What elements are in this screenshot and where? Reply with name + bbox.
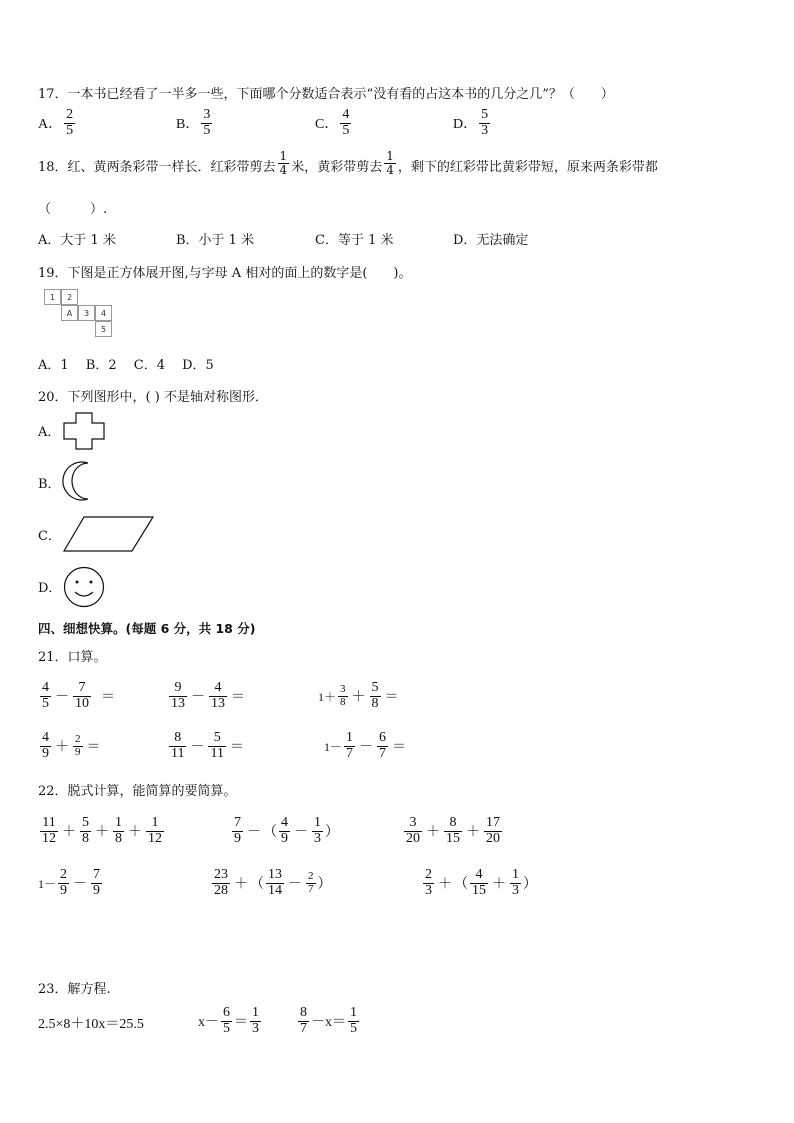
- cross-icon: [62, 411, 106, 451]
- q17-option-a[interactable]: A． $\frac{2}{5}$: [38, 107, 74, 138]
- q23-eq-2: x－ $\frac{6}{5}$ ＝ $\frac{1}{3}$: [198, 1005, 259, 1036]
- q23-eq-3: $\frac{8}{7}$ －x＝ $\frac{1}{5}$: [300, 1005, 357, 1036]
- q18-blank: （ ）.: [38, 202, 108, 217]
- crescent-icon: [60, 460, 94, 502]
- cube-cell: 3: [78, 305, 95, 321]
- parallelogram-icon: [62, 515, 156, 553]
- cube-cell: 4: [95, 305, 112, 321]
- q18-option-b[interactable]: B．小于 1 米: [176, 233, 255, 248]
- q23-stem: 23．解方程.: [38, 982, 111, 997]
- q22-expr-3: $\frac{3}{20}$ ＋ $\frac{8}{15}$ ＋ $\frac{17}{20}$: [406, 815, 500, 846]
- q17-option-c[interactable]: C． $\frac{4}{5}$: [315, 107, 350, 138]
- q21-expr-2: $\frac{9}{13}$ － $\frac{4}{13}$ ＝: [171, 680, 245, 711]
- smiley-icon: [62, 566, 106, 608]
- q21-expr-6: 1－ $\frac{1}{7}$ － $\frac{6}{7}$ ＝: [324, 730, 407, 761]
- q17-stem: 17．一本书已经看了一半多一些，下面哪个分数适合表示“没有看的占这本书的几分之几”？（ ）: [38, 87, 614, 102]
- q20-option-d[interactable]: D．: [38, 581, 62, 596]
- q21-expr-4: $\frac{4}{9}$ ＋ $\frac{2}{9}$ ＝: [42, 730, 101, 761]
- q18-option-c[interactable]: C．等于 1 米: [315, 233, 394, 248]
- q20-option-c[interactable]: C．: [38, 529, 61, 544]
- q19-options[interactable]: A．1 B．2 C．4 D．5: [38, 358, 214, 373]
- q20-option-b[interactable]: B．: [38, 477, 61, 492]
- q20-stem: 20．下列图形中，( ) 不是轴对称图形．: [38, 390, 268, 405]
- q22-expr-6: $\frac{2}{3}$ ＋ （ $\frac{4}{15}$ ＋ $\frac{1}{3}$ ）: [425, 867, 537, 898]
- q19-stem: 19．下图是正方体展开图,与字母 A 相对的面上的数字是( )。: [38, 266, 412, 281]
- q18-option-d[interactable]: D．无法确定: [453, 233, 529, 248]
- q21-expr-5: $\frac{8}{11}$ － $\frac{5}{11}$ ＝: [171, 730, 244, 761]
- cube-cell: 1: [44, 289, 61, 305]
- q22-expr-5: $\frac{23}{28}$ ＋ （ $\frac{13}{14}$ － $\frac{2}{7}$ ）: [214, 867, 332, 898]
- cube-net: [44, 289, 116, 341]
- cube-cell: 2: [61, 289, 78, 305]
- q22-stem: 22．脱式计算，能简算的要简算。: [38, 784, 237, 799]
- q21-stem: 21．口算。: [38, 650, 107, 665]
- q17-option-b[interactable]: B． $\frac{3}{5}$: [176, 107, 211, 138]
- q18-option-a[interactable]: A．大于 1 米: [38, 233, 116, 248]
- q18-stem: 18．红、黄两条彩带一样长．红彩带剪去 $\frac{1}{4}$ 米，黄彩带剪去 $\frac{1}{4}$ ，剩下的红彩带比黄彩带短，原来两条彩带都: [38, 149, 658, 177]
- section-heading: 四、细想快算。(每题 6 分，共 18 分): [38, 621, 256, 636]
- cube-cell: A: [61, 305, 78, 321]
- q22-expr-2: $\frac{7}{9}$ － （ $\frac{4}{9}$ － $\frac{1}{3}$ ）: [234, 815, 339, 846]
- cube-cell: 5: [95, 321, 112, 337]
- q20-option-a[interactable]: A．: [38, 425, 61, 440]
- q23-eq-1: 2.5×8＋10x＝25.5: [38, 1017, 144, 1032]
- q22-expr-1: $\frac{11}{12}$ ＋ $\frac{5}{8}$ ＋ $\frac{1}{8}$ ＋ $\frac{1}{12}$: [42, 815, 162, 846]
- q22-expr-4: 1－ $\frac{2}{9}$ － $\frac{7}{9}$: [38, 867, 101, 898]
- q21-expr-1: $\frac{4}{5}$ － $\frac{7}{10}$ ＝: [42, 680, 115, 711]
- q21-expr-3: 1＋ $\frac{3}{8}$ ＋ $\frac{5}{8}$ ＝: [318, 680, 399, 711]
- q17-option-d[interactable]: D． $\frac{5}{3}$: [453, 107, 489, 138]
